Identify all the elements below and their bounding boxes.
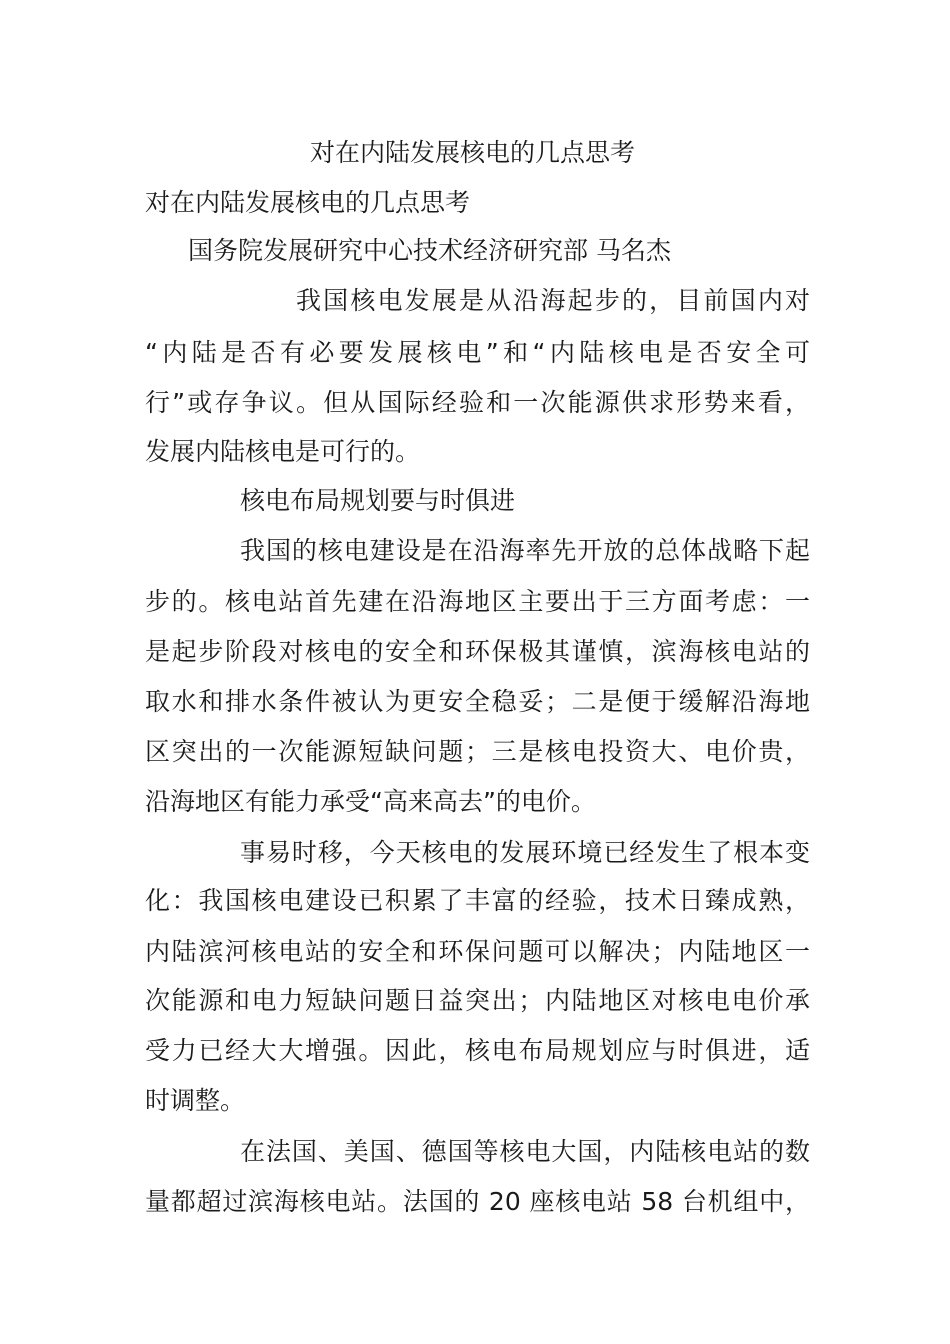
intro-line: “内陆是否有必要发展核电”和“内陆核电是否安全可 [145,338,810,367]
paragraph-line: 受力已经大大增强。因此，核电布局规划应与时俱进，适 [145,1036,810,1065]
paragraph-line: 在法国、美国、德国等核电大国，内陆核电站的数 [240,1137,810,1166]
document-title: 对在内陆发展核电的几点思考 [145,188,471,217]
paragraph-line: 步的。核电站首先建在沿海地区主要出于三方面考虑：一 [145,587,810,616]
paragraph-line: 事易时移，今天核电的发展环境已经发生了根本变 [240,838,810,867]
paragraph-line: 取水和排水条件被认为更安全稳妥；二是便于缓解沿海地 [145,687,810,716]
paragraph-line: 时调整。 [145,1086,246,1115]
intro-line: 行”或存争议。但从国际经验和一次能源供求形势来看， [145,388,810,417]
paragraph-line: 化：我国核电建设已积累了丰富的经验，技术日臻成熟， [145,886,810,915]
section-heading: 核电布局规划要与时俱进 [240,486,516,515]
paragraph-line: 次能源和电力短缺问题日益突出；内陆地区对核电电价承 [145,986,810,1015]
document-title-centered: 对在内陆发展核电的几点思考 [310,138,636,167]
paragraph-line: 沿海地区有能力承受“高来高去”的电价。 [145,787,596,816]
author-line: 国务院发展研究中心技术经济研究部 马名杰 [188,236,671,265]
paragraph-line: 区突出的一次能源短缺问题；三是核电投资大、电价贵， [145,737,810,766]
intro-line: 我国核电发展是从沿海起步的，目前国内对 [296,286,810,315]
paragraph-line: 量都超过滨海核电站。法国的 20 座核电站 58 台机组中， [145,1187,810,1216]
paragraph-line: 我国的核电建设是在沿海率先开放的总体战略下起 [240,536,810,565]
paragraph-line: 是起步阶段对核电的安全和环保极其谨慎，滨海核电站的 [145,637,810,666]
paragraph-line: 内陆滨河核电站的安全和环保问题可以解决；内陆地区一 [145,937,810,966]
intro-line: 发展内陆核电是可行的。 [145,437,421,466]
